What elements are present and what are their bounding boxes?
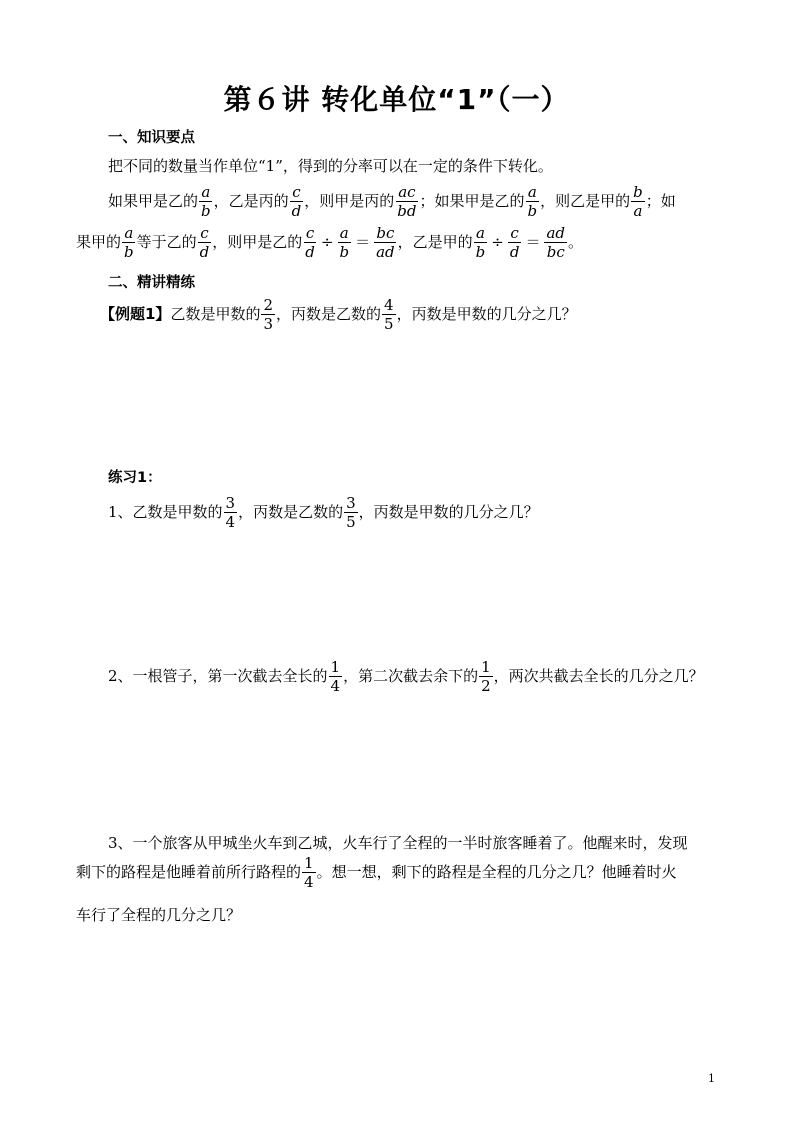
fraction <box>199 185 213 219</box>
practice-heading: 练习1： <box>108 470 162 486</box>
denominator: ad <box>376 243 395 261</box>
fraction <box>382 298 396 332</box>
text-segment: ，则乙是甲的 <box>540 192 631 210</box>
text-segment: 1、乙数是甲数的 <box>108 503 223 521</box>
text-segment: 等于乙的 <box>136 233 197 251</box>
fraction <box>329 660 343 694</box>
denominator: 4 <box>330 677 341 695</box>
example-label: 【例题1】 <box>100 305 171 323</box>
divide-operator: ÷ <box>491 233 504 251</box>
fraction <box>337 226 351 260</box>
numerator: 4 <box>384 296 394 314</box>
knowledge-paragraph-3 <box>76 226 583 260</box>
text-segment: ，丙数是甲数的几分之几？ <box>396 305 577 323</box>
fraction <box>198 226 212 260</box>
numerator: 1 <box>304 854 314 872</box>
numerator: c <box>292 183 301 201</box>
text-segment: ；如 <box>645 192 676 210</box>
text-segment: 如果甲是乙的 <box>108 192 199 210</box>
fraction <box>122 226 136 260</box>
fraction <box>344 496 358 530</box>
equals-operator: ＝ <box>525 233 541 251</box>
denominator: 5 <box>346 513 356 531</box>
fraction <box>631 185 645 219</box>
denominator: b <box>124 243 134 261</box>
text-segment: 乙数是甲数的 <box>170 305 261 323</box>
text-segment: 果甲的 <box>76 233 122 251</box>
fraction <box>508 226 522 260</box>
numerator: 2 <box>263 296 273 314</box>
text-segment: ，则甲是乙的 <box>212 233 303 251</box>
numerator: a <box>124 224 134 242</box>
text-segment: ，乙是甲的 <box>397 233 473 251</box>
denominator: b <box>527 202 538 220</box>
numerator: ac <box>398 183 416 201</box>
text-segment: ，乙是丙的 <box>213 192 289 210</box>
text-segment: ，丙数是甲数的几分之几？ <box>358 503 539 521</box>
text-segment: ，丙数是乙数的 <box>238 503 344 521</box>
text-segment: ；如果甲是乙的 <box>419 192 525 210</box>
text-segment: 。 <box>568 233 584 251</box>
fraction <box>474 226 488 260</box>
fraction <box>395 185 418 219</box>
text-segment: 剩下的路程是他睡着前所行路程的 <box>76 863 302 881</box>
denominator: d <box>509 243 520 261</box>
numerator: 1 <box>481 658 491 676</box>
fraction <box>290 185 304 219</box>
denominator: b <box>201 202 211 220</box>
denominator: d <box>305 243 315 261</box>
fraction <box>374 226 397 260</box>
numerator: a <box>527 183 537 201</box>
denominator: bc <box>546 243 565 261</box>
page-number: 1 <box>708 1072 715 1085</box>
section-heading-practice: 二、精讲精练 <box>108 275 195 291</box>
fraction <box>303 226 317 260</box>
denominator: a <box>633 202 643 220</box>
denominator: 5 <box>384 315 394 333</box>
denominator: bd <box>397 202 417 220</box>
numerator: 3 <box>225 494 236 512</box>
fraction <box>479 660 493 694</box>
denominator: d <box>291 202 302 220</box>
practice-question-2 <box>108 660 704 694</box>
numerator: 3 <box>346 494 356 512</box>
section-heading-knowledge: 一、知识要点 <box>108 130 195 146</box>
numerator: a <box>339 224 349 242</box>
fraction <box>526 185 540 219</box>
numerator: ad <box>546 224 565 242</box>
text-segment: 2、一根管子，第一次截去全长的 <box>108 667 328 685</box>
numerator: 1 <box>330 658 341 676</box>
practice-question-3-line-3: 车行了全程的几分之几？ <box>76 906 242 924</box>
divide-operator: ÷ <box>320 233 334 251</box>
practice-question-3-line-2 <box>76 856 677 890</box>
denominator: 4 <box>304 873 314 891</box>
fraction <box>302 856 316 890</box>
text-segment: 。想一想，剩下的路程是全程的几分之几？他睡着时火 <box>316 863 677 881</box>
numerator: a <box>201 183 211 201</box>
denominator: 3 <box>263 315 273 333</box>
practice-question-1 <box>108 496 539 530</box>
fraction <box>544 226 567 260</box>
denominator: 4 <box>225 513 236 531</box>
numerator: c <box>305 224 315 242</box>
numerator: c <box>510 224 519 242</box>
text-segment: ，则甲是丙的 <box>304 192 395 210</box>
numerator: bc <box>376 224 395 242</box>
knowledge-paragraph-1: 把不同的数量当作单位“1”，得到的分率可以在一定的条件下转化。 <box>108 157 553 175</box>
equals-operator: ＝ <box>355 233 371 251</box>
denominator: b <box>339 243 350 261</box>
denominator: 2 <box>481 677 491 695</box>
numerator: c <box>200 224 209 242</box>
text-segment: ，第二次截去余下的 <box>343 667 479 685</box>
example-1 <box>100 298 577 332</box>
knowledge-paragraph-2 <box>108 185 676 219</box>
practice-question-3-line-1: 3、一个旅客从甲城坐火车到乙城，火车行了全程的一半时旅客睡着了。他醒来时，发现 <box>108 834 688 852</box>
denominator: b <box>475 243 486 261</box>
fraction <box>224 496 238 530</box>
text-segment: ，丙数是乙数的 <box>276 305 382 323</box>
page-title: 第６讲 转化单位“1”（一） <box>223 83 570 116</box>
fraction <box>261 298 275 332</box>
numerator: a <box>475 224 485 242</box>
text-segment: ，两次共截去全长的几分之几？ <box>493 667 704 685</box>
numerator: b <box>633 183 643 201</box>
denominator: d <box>199 243 210 261</box>
